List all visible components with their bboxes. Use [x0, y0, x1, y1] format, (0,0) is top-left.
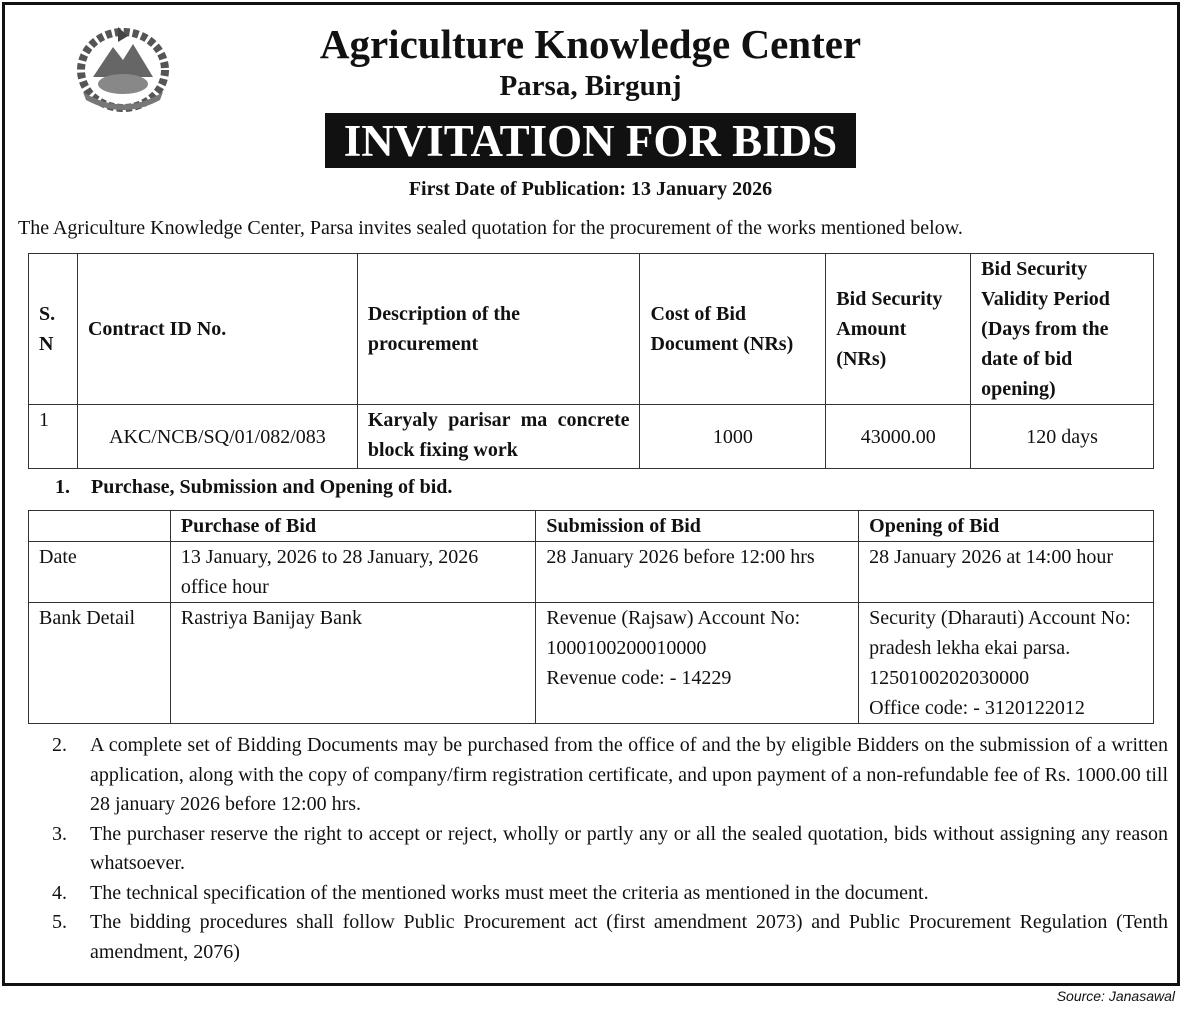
- header-cell: S. N: [29, 254, 78, 405]
- list-item: [52, 731, 1168, 820]
- office-location: Parsa, Birgunj: [499, 70, 682, 102]
- item-text: The technical specification of the mentioned works must meet the criteria as mentioned in the document.: [90, 881, 929, 904]
- table-row: [29, 405, 1154, 469]
- item-number: 4.: [52, 881, 67, 904]
- row-label: Bank Detail: [29, 603, 171, 724]
- section-number: 1.: [55, 476, 70, 498]
- item-number: 3.: [52, 822, 67, 845]
- table-header-row: [29, 254, 1154, 405]
- item-text: The bidding procedures shall follow Public Procurement act (first amendment 2073) and Public Procurement Regulation (Tenth amendment, 2076): [90, 911, 1168, 963]
- contract-table: [28, 253, 1154, 469]
- cell-purchase: 13 January, 2026 to 28 January, 2026 office hour: [170, 542, 536, 603]
- cell-description: Karyaly parisar ma concrete block fixing work: [357, 405, 640, 469]
- section-heading: [55, 476, 452, 499]
- publication-date: First Date of Publication: 13 January 2026: [408, 178, 773, 200]
- item-number: 2.: [52, 734, 67, 756]
- item-number: 5.: [52, 911, 67, 933]
- source-credit: Source: Janasawal: [1056, 988, 1175, 1004]
- header-cell: Submission of Bid: [536, 511, 859, 542]
- cell-security-amount: 43000.00: [826, 405, 971, 469]
- table-row: [29, 603, 1154, 724]
- cell-contract-id: AKC/NCB/SQ/01/082/083: [77, 405, 357, 469]
- item-text: The purchaser reserve the right to accept or reject, wholly or partly any or all the sealed quotation, bids without assigning any reason whatsoever.: [90, 822, 1168, 874]
- cell-opening: 28 January 2026 at 14:00 hour: [859, 542, 1154, 603]
- cell-purchase: Rastriya Banijay Bank: [170, 603, 536, 724]
- list-item: [52, 908, 1168, 967]
- header-cell: Bid Security Amount (NRs): [826, 254, 971, 405]
- office-title: Agriculture Knowledge Center: [319, 21, 862, 67]
- terms-list: [52, 731, 1168, 967]
- row-label: Date: [29, 542, 171, 603]
- cell-submission: 28 January 2026 before 12:00 hrs: [536, 542, 859, 603]
- list-item: [52, 820, 1168, 879]
- cell-submission: Revenue (Rajsaw) Account No: 1000100200010000 Revenue code: - 14229: [536, 603, 859, 724]
- header-cell: Cost of Bid Document (NRs): [640, 254, 826, 405]
- header-cell: Purchase of Bid: [170, 511, 536, 542]
- list-item: [52, 879, 1168, 909]
- header-cell: Contract ID No.: [77, 254, 357, 405]
- table-header-row: [29, 511, 1154, 542]
- intro-text: The Agriculture Knowledge Center, Parsa invites sealed quotation for the procurement of the works mentioned below.: [18, 217, 963, 239]
- cell-cost: 1000: [640, 405, 826, 469]
- cell-validity: 120 days: [971, 405, 1154, 469]
- schedule-table: [28, 510, 1154, 724]
- section-title: Purchase, Submission and Opening of bid.: [91, 476, 453, 498]
- header-cell: Description of the procurement: [357, 254, 640, 405]
- cell-sn: 1: [29, 405, 78, 469]
- notice-banner: INVITATION FOR BIDS: [325, 113, 856, 168]
- header-cell: Opening of Bid: [859, 511, 1154, 542]
- header-cell: [29, 511, 171, 542]
- item-text: A complete set of Bidding Documents may be purchased from the office of and the by eligible Bidders on the submission of a written application, along with the copy of company/firm registration certificate, and upon payment of a non-refundable fee of Rs. 1000.00 till 28 january 2026 before 12:00 hrs.: [90, 734, 1169, 815]
- table-row: [29, 542, 1154, 603]
- header-cell: Bid Security Validity Period (Days from the date of bid opening): [971, 254, 1154, 405]
- cell-opening: Security (Dharauti) Account No: pradesh lekha ekai parsa. 1250100202030000 Office code: - 3120122012: [859, 603, 1154, 724]
